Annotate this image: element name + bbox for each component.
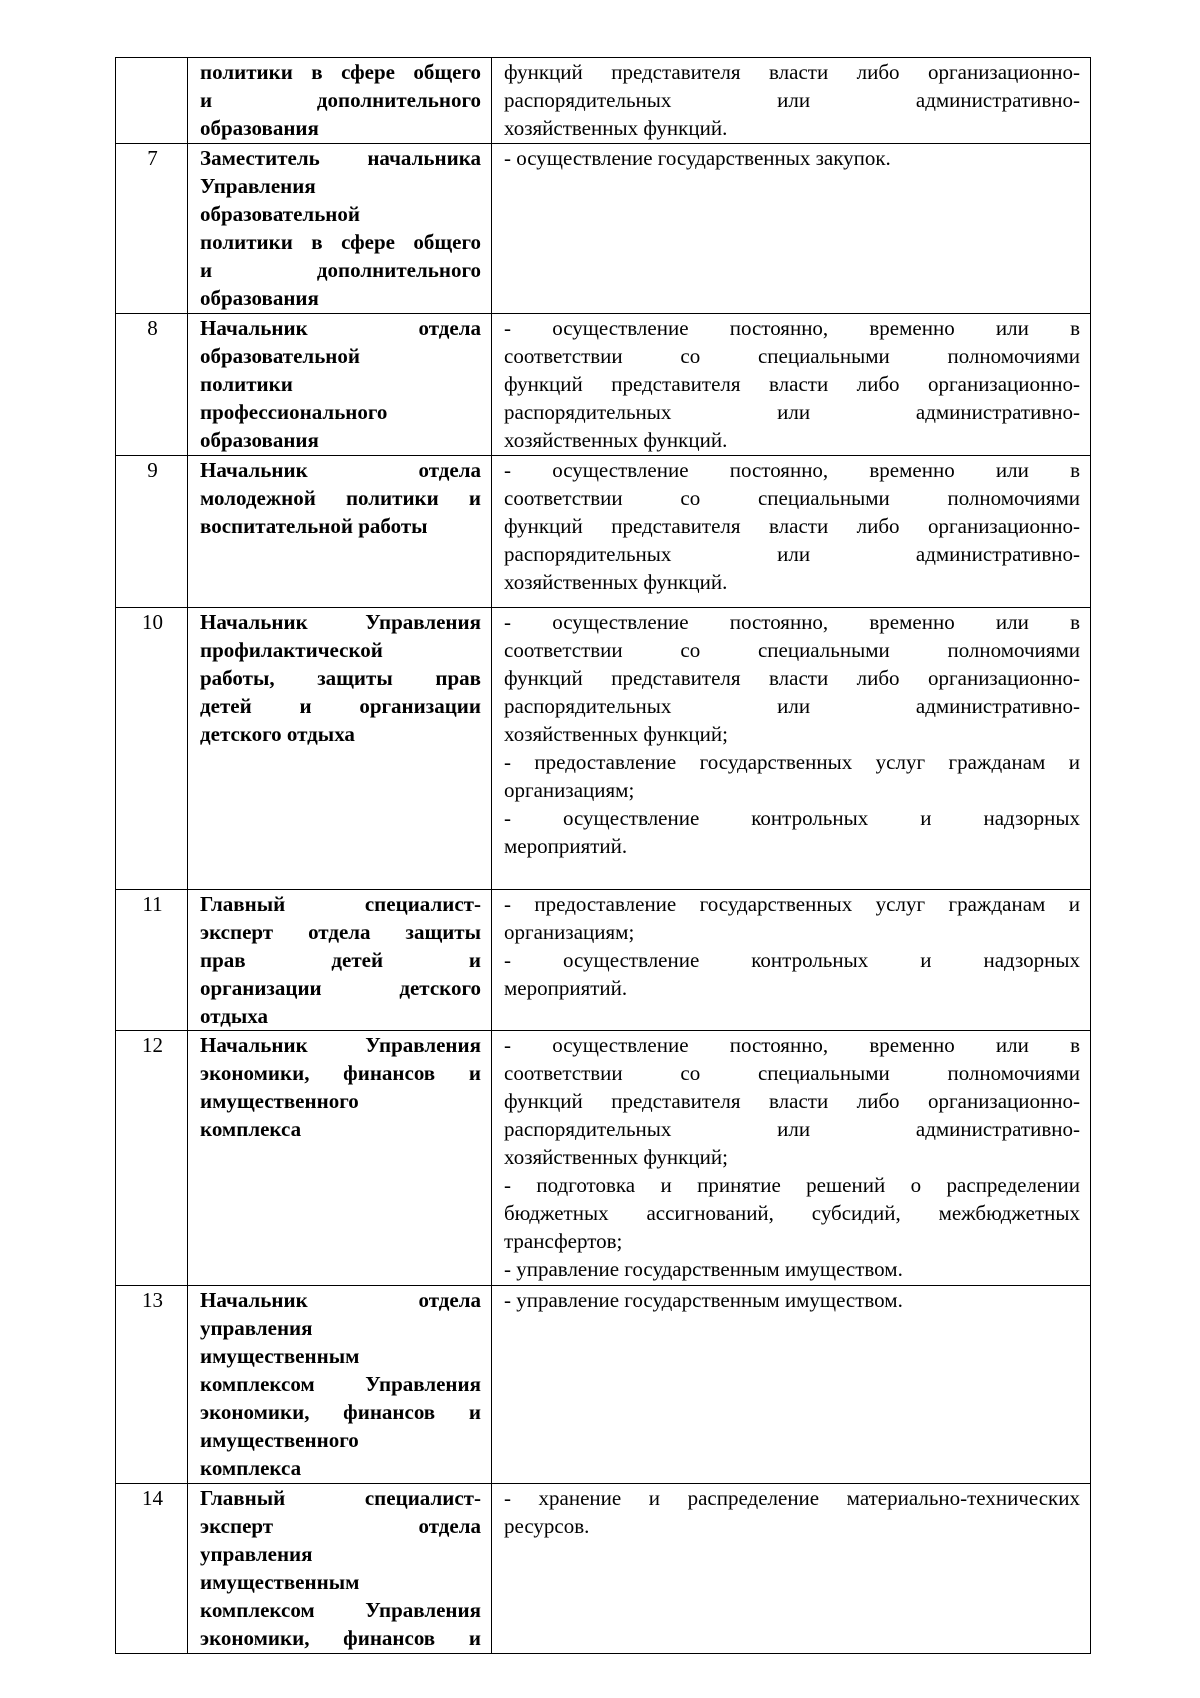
position-cell: политики в сфере общего и дополнительного образования — [188, 58, 492, 144]
functions-cell: функций представителя власти либо организационно- распорядительных или административно- хозяйственных функций. — [492, 58, 1091, 144]
functions-cell: - осуществление постоянно, временно или в соответствии со специальными полномочиями функций представителя власти либо организационно- распорядительных или административно- хозяйственных функций; - подготовка и принятие решений о распределении бюджетных ассигнований, субсидий, межбюджетных трансфертов; - управление государственным имуществом. — [492, 1031, 1091, 1286]
table-row — [116, 1484, 1091, 1654]
row-number — [116, 58, 188, 144]
row-number: 9 — [116, 456, 188, 608]
table-row — [116, 456, 1091, 608]
position-cell: Главный специалист- эксперт отдела защиты прав детей и организации детского отдыха — [188, 890, 492, 1031]
table-row — [116, 314, 1091, 456]
table-row — [116, 608, 1091, 890]
functions-cell: - управление государственным имуществом. — [492, 1286, 1091, 1484]
row-number: 13 — [116, 1286, 188, 1484]
functions-cell: - осуществление постоянно, временно или в соответствии со специальными полномочиями функций представителя власти либо организационно- распорядительных или административно- хозяйственных функций. — [492, 456, 1091, 608]
functions-cell: - осуществление постоянно, временно или в соответствии со специальными полномочиями функций представителя власти либо организационно- распорядительных или административно- хозяйственных функций. — [492, 314, 1091, 456]
table-row — [116, 144, 1091, 314]
row-number: 12 — [116, 1031, 188, 1286]
table-row — [116, 1031, 1091, 1286]
position-cell: Начальник Управления профилактической работы, защиты прав детей и организации детского отдыха — [188, 608, 492, 890]
row-number: 10 — [116, 608, 188, 890]
functions-cell: - осуществление постоянно, временно или в соответствии со специальными полномочиями функций представителя власти либо организационно- распорядительных или административно- хозяйственных функций; - предоставление государственных услуг гражданам и организациям; - осуществление контрольных и надзорных мероприятий. — [492, 608, 1091, 890]
functions-cell: - хранение и распределение материально-технических ресурсов. — [492, 1484, 1091, 1654]
positions-table — [115, 57, 1091, 1654]
position-cell: Заместитель начальника Управления образовательной политики в сфере общего и дополнительного образования — [188, 144, 492, 314]
functions-cell: - предоставление государственных услуг гражданам и организациям; - осуществление контрольных и надзорных мероприятий. — [492, 890, 1091, 1031]
row-number: 8 — [116, 314, 188, 456]
row-number: 14 — [116, 1484, 188, 1654]
position-cell: Начальник отдела управления имущественным комплексом Управления экономики, финансов и имущественного комплекса — [188, 1286, 492, 1484]
position-cell: Главный специалист- эксперт отдела управления имущественным комплексом Управления экономики, финансов и — [188, 1484, 492, 1654]
table-row — [116, 58, 1091, 144]
table-row — [116, 1286, 1091, 1484]
position-cell: Начальник отдела молодежной политики и воспитательной работы — [188, 456, 492, 608]
row-number: 7 — [116, 144, 188, 314]
row-number: 11 — [116, 890, 188, 1031]
position-cell: Начальник отдела образовательной политики профессионального образования — [188, 314, 492, 456]
table-row — [116, 890, 1091, 1031]
position-cell: Начальник Управления экономики, финансов и имущественного комплекса — [188, 1031, 492, 1286]
functions-cell: - осуществление государственных закупок. — [492, 144, 1091, 314]
